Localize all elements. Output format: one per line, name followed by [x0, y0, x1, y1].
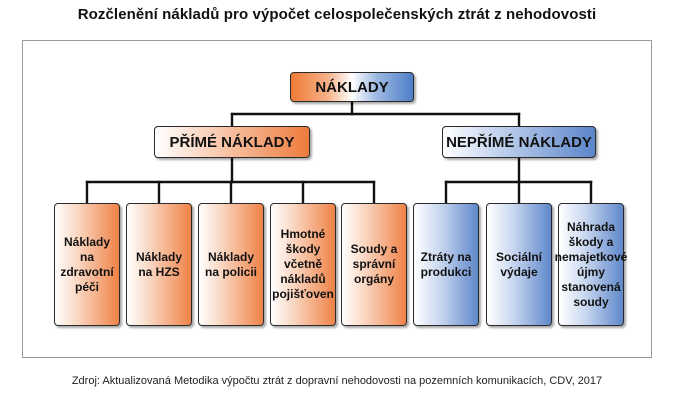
leaf-node-production-losses: Ztráty na produkci	[413, 203, 479, 326]
leaf-node-material-damage: Hmotné škody včetně nákladů pojišťoven	[270, 203, 336, 326]
group-node-indirect-costs: NEPŘÍMÉ NÁKLADY	[442, 126, 596, 158]
group-node-direct-costs: PŘÍMÉ NÁKLADY	[154, 126, 310, 158]
source-note: Zdroj: Aktualizovaná Metodika výpočtu ztrát z dopravní nehodovosti na pozemních komunikacích, CDV, 2017	[71, 375, 603, 387]
root-node-costs: NÁKLADY	[290, 72, 414, 102]
leaf-node-courts-authorities: Soudy a správní orgány	[341, 203, 407, 326]
leaf-node-police-costs: Náklady na policii	[198, 203, 264, 326]
leaf-node-social-expenses: Sociální výdaje	[486, 203, 552, 326]
leaf-node-damage-compensation: Náhrada škody a nemajetkové újmy stanovená soudy	[558, 203, 624, 326]
diagram-title: Rozčlenění nákladů pro výpočet celospolečenských ztrát z nehodovosti	[77, 6, 597, 23]
leaf-node-healthcare-costs: Náklady na zdravotní péči	[54, 203, 120, 326]
leaf-node-fire-rescue-costs: Náklady na HZS	[126, 203, 192, 326]
